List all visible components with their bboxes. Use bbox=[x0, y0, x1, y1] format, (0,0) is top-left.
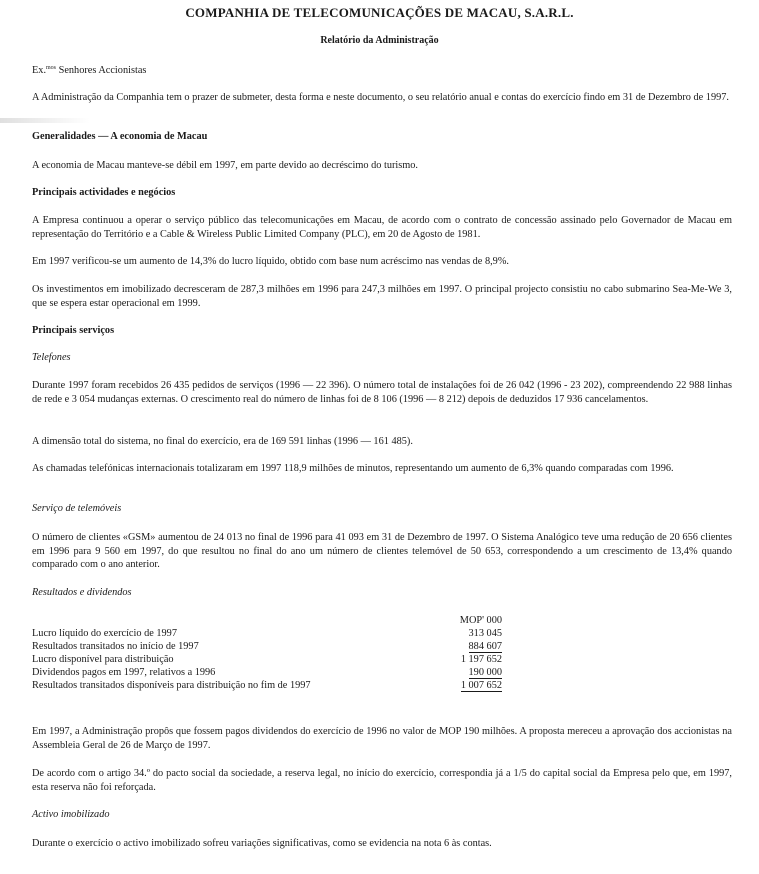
telefones-paragraph-2: A dimensão total do sistema, no final do exercício, era de 169 591 linhas (1996 — 161 485). bbox=[32, 436, 413, 447]
table-row bbox=[32, 653, 502, 666]
table-row bbox=[32, 627, 502, 640]
subsection-heading-telemoveis: Serviço de telemóveis bbox=[32, 503, 122, 514]
row-value: 1 007 652 bbox=[460, 680, 502, 692]
row-value: 190 000 bbox=[468, 667, 502, 679]
row-value: 1 197 652 bbox=[460, 654, 502, 666]
salutation-rest: Senhores Accionistas bbox=[56, 65, 147, 76]
section-heading-servicos: Principais serviços bbox=[32, 325, 115, 336]
actividades-paragraph-1: A Empresa continuou a operar o serviço público das telecomunicações em Macau, de acordo com o contrato de concessão assinado pelo Governador de Macau em representação do Território e a Cable & Wireless Public Limited Company (PLC), em 20 de Agosto de 1981. bbox=[32, 215, 732, 240]
dividendos-paragraph-1: Em 1997, a Administração propôs que fossem pagos dividendos do exercício de 1996 no valor de MOP 190 milhões. A proposta mereceu a aprovação dos accionistas na Assembleia Geral de 26 de Março de 1997. bbox=[32, 726, 732, 751]
table-header-row bbox=[32, 614, 502, 627]
scan-smudge bbox=[0, 118, 90, 123]
telefones-paragraph-3: As chamadas telefónicas internacionais totalizaram em 1997 118,9 milhões de minutos, representando um aumento de 6,3% quando comparadas com 1996. bbox=[32, 463, 674, 474]
table-row bbox=[32, 640, 502, 653]
salutation bbox=[32, 62, 146, 77]
table-row bbox=[32, 679, 502, 692]
subsection-heading-telefones: Telefones bbox=[32, 352, 71, 363]
actividades-paragraph-3: Os investimentos em imobilizado decresceram de 287,3 milhões em 1996 para 247,3 milhões em 1997. O principal projecto consistiu no cabo submarino Sea-Me-We 3, que se espera estar operacional em 1999. bbox=[32, 284, 732, 309]
section-heading-actividades: Principais actividades e negócios bbox=[32, 187, 176, 198]
financial-results-table bbox=[32, 614, 502, 693]
row-label: Lucro disponível para distribuição bbox=[32, 654, 174, 666]
intro-paragraph: A Administração da Companhia tem o prazer de submeter, desta forma e neste documento, o seu relatório anual e contas do exercício findo em 31 de Dezembro de 1997. bbox=[32, 92, 729, 103]
row-value: 313 045 bbox=[468, 628, 502, 640]
company-name: COMPANHIA DE TELECOMUNICAÇÕES DE MACAU, S.A.R.L. bbox=[185, 5, 574, 20]
currency-header: MOP' 000 bbox=[459, 615, 502, 626]
subsection-heading-resultados: Resultados e dividendos bbox=[32, 587, 132, 598]
row-label: Resultados transitados disponíveis para distribuição no fim de 1997 bbox=[32, 680, 311, 692]
row-value: 884 607 bbox=[468, 641, 502, 653]
dividendos-paragraph-2: De acordo com o artigo 34.º do pacto social da sociedade, a reserva legal, no início do exercício, correspondia já a 1/5 do capital social da Empresa pelo que, em 1997, esta reserva não foi reforçada. bbox=[32, 768, 732, 793]
generalidades-paragraph: A economia de Macau manteve-se débil em 1997, em parte devido ao decréscimo do turismo. bbox=[32, 160, 419, 171]
row-label: Lucro líquido do exercício de 1997 bbox=[32, 628, 177, 640]
salutation-prefix: Ex. bbox=[32, 65, 47, 76]
report-title: Relatório da Administração bbox=[320, 35, 439, 46]
subsection-heading-activo: Activo imobilizado bbox=[32, 809, 110, 820]
telefones-paragraph-1: Durante 1997 foram recebidos 26 435 pedidos de serviços (1996 — 22 396). O número total de instalações foi de 26 042 (1996 - 23 202), compreendendo 22 988 linhas de rede e 3 054 mudanças externas. O crescimento real do número de linhas foi de 8 106 (1996 — 8 212) depois de deduzidos 17 936 cancelamentos. bbox=[32, 380, 732, 405]
row-label: Resultados transitados no início de 1997 bbox=[32, 641, 199, 653]
section-heading-generalidades: Generalidades — A economia de Macau bbox=[32, 131, 208, 142]
activo-paragraph: Durante o exercício o activo imobilizado sofreu variações significativas, como se evidencia na nota 6 às contas. bbox=[32, 838, 492, 849]
table-row bbox=[32, 666, 502, 679]
row-label: Dividendos pagos em 1997, relativos a 1996 bbox=[32, 667, 216, 679]
actividades-paragraph-2: Em 1997 verificou-se um aumento de 14,3% do lucro líquido, obtido com base num acréscimo nas vendas de 8,9%. bbox=[32, 256, 509, 267]
telemoveis-paragraph: O número de clientes «GSM» aumentou de 24 013 no final de 1996 para 41 093 em 31 de Dezembro de 1997. O Sistema Analógico teve uma redução de 20 656 clientes em 1996 para 9 560 em 1997, do que resultou no final do ano um número de clientes telemóvel de 50 653, correspondendo a um crescimento de 13,4% quando comparado com o ano anterior. bbox=[32, 532, 732, 571]
salutation-superscript: mos bbox=[46, 65, 57, 71]
